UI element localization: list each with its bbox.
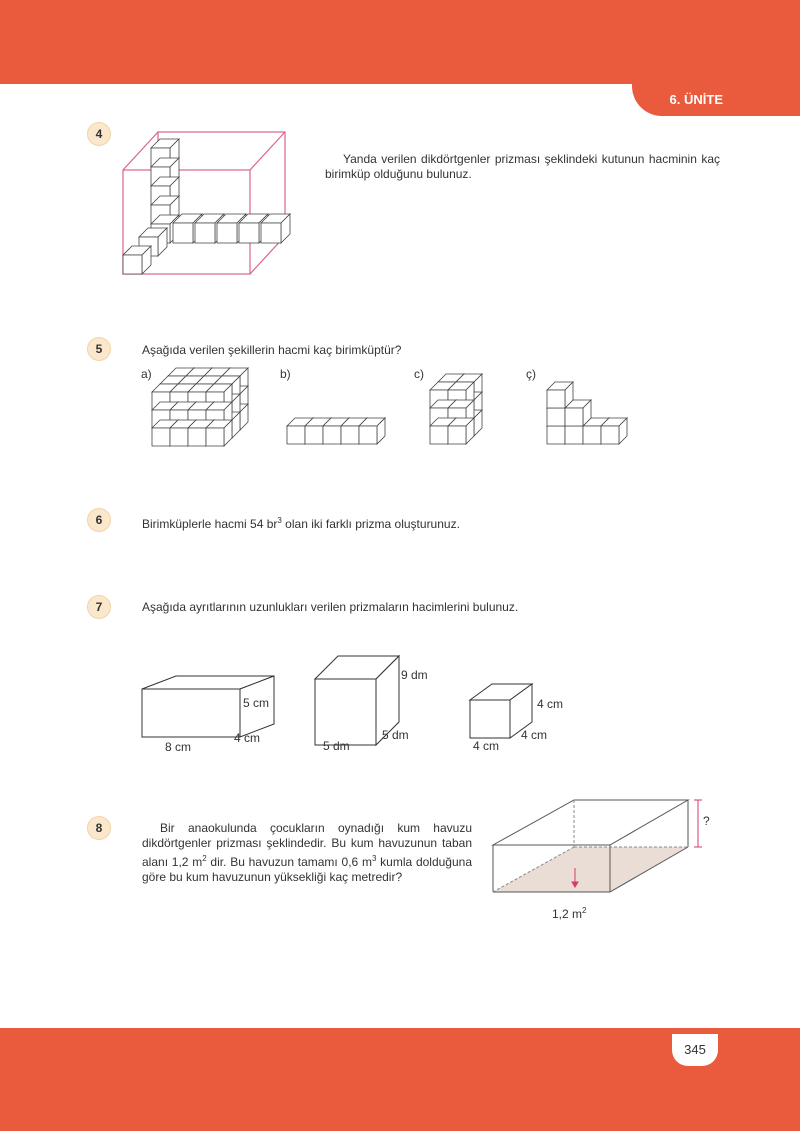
q8-exp-2: 3 — [371, 854, 377, 863]
unit-cube-face — [565, 426, 583, 444]
unit-cube-face — [261, 223, 281, 243]
q5-cube-figures — [0, 370, 800, 490]
q8-text-2: dir. Bu havuzun tamamı 0,6 m — [206, 855, 372, 869]
unit-cube-face — [547, 408, 565, 426]
q8-height-label: ? — [703, 814, 710, 828]
question-number-8: 8 — [87, 816, 111, 840]
q7-prism3-width: 4 cm — [473, 739, 500, 753]
unit-cube-face — [173, 223, 193, 243]
q5-unit-cubes — [152, 368, 627, 446]
question-number-6: 6 — [87, 508, 111, 532]
unit-cube-face — [547, 426, 565, 444]
unit-cube-face — [152, 428, 170, 446]
unit-cube-face — [195, 223, 215, 243]
unit-cube-face — [565, 408, 583, 426]
unit-cube-face — [123, 255, 142, 274]
q5-text: Aşağıda verilen şekillerin hacmi kaç birimküptür? — [142, 343, 402, 357]
unit-cube-face — [547, 390, 565, 408]
unit-tab: 6. ÜNİTE — [632, 84, 800, 116]
page-number: 345 — [672, 1034, 718, 1066]
unit-cube-face — [359, 426, 377, 444]
q8-text — [142, 821, 472, 885]
unit-cube-face — [239, 223, 259, 243]
unit-cube-face — [323, 426, 341, 444]
q4-text: Yanda verilen dikdörtgenler prizması şeklindeki kutunun hacminin kaç birimküp olduğunu bulunuz. — [325, 152, 720, 181]
q8-base-label — [552, 906, 586, 921]
q8-base-exp: 2 — [582, 906, 587, 915]
q7-text: Aşağıda ayrıtlarının uzunlukları verilen prizmaların hacimlerini bulunuz. — [142, 600, 519, 614]
question-number-5: 5 — [87, 337, 111, 361]
q5-option-c-cedilla: ç) — [526, 367, 536, 381]
unit-cube-face — [305, 426, 323, 444]
q6-text — [142, 513, 460, 532]
q6-text-before: Birimküplerle hacmi 54 br — [142, 517, 278, 531]
q8-text-3: kumla dolduğuna göre bu kum havuzunun yüksekliği kaç metredir? — [142, 855, 473, 884]
q7-prism1-height: 5 cm — [243, 696, 270, 710]
q7-prism2-width: 5 dm — [323, 739, 350, 753]
unit-cube-face — [583, 426, 601, 444]
q7-prism3-depth: 4 cm — [521, 728, 548, 742]
q5-option-b: b) — [280, 367, 291, 381]
q8-exp-1: 2 — [202, 854, 207, 863]
q7-prism1-width: 8 cm — [165, 740, 192, 754]
unit-cube-face — [170, 428, 188, 446]
unit-cube-face — [188, 428, 206, 446]
q6-text-after: olan iki farklı prizma oluşturunuz. — [281, 517, 460, 531]
unit-cube-face — [206, 428, 224, 446]
q8-base-area — [493, 847, 688, 892]
q6-exponent: 3 — [277, 516, 282, 525]
unit-cube-face — [430, 426, 448, 444]
q8-base-label-text: 1,2 m — [552, 907, 583, 921]
q7-prism2-depth: 5 dm — [382, 728, 409, 742]
q8-sandbox — [493, 800, 688, 892]
q5-option-c: c) — [414, 367, 424, 381]
q7-prism2-height: 9 dm — [401, 668, 428, 682]
q4-box-figure — [118, 128, 298, 278]
q7-prism3-height: 4 cm — [537, 697, 564, 711]
question-number-7: 7 — [87, 595, 111, 619]
unit-cube-face — [341, 426, 359, 444]
q7-prism1-depth: 4 cm — [234, 731, 261, 745]
q5-option-a: a) — [141, 367, 152, 381]
q4-unit-cubes — [123, 139, 290, 274]
q8-text-1: Bir anaokulunda çocukların oynadığı kum havuzu dikdörtgenler prizması şeklindedir. Bu kum havuzunun taban alanı 1,2 m — [142, 821, 472, 869]
unit-cube-face — [217, 223, 237, 243]
unit-cube-face — [448, 426, 466, 444]
unit-cube-face — [287, 426, 305, 444]
header-band — [0, 0, 800, 84]
q7-prisms — [0, 625, 800, 785]
q8-sandbox-figure — [488, 792, 728, 932]
unit-cube-face — [601, 426, 619, 444]
question-number-4: 4 — [87, 122, 111, 146]
